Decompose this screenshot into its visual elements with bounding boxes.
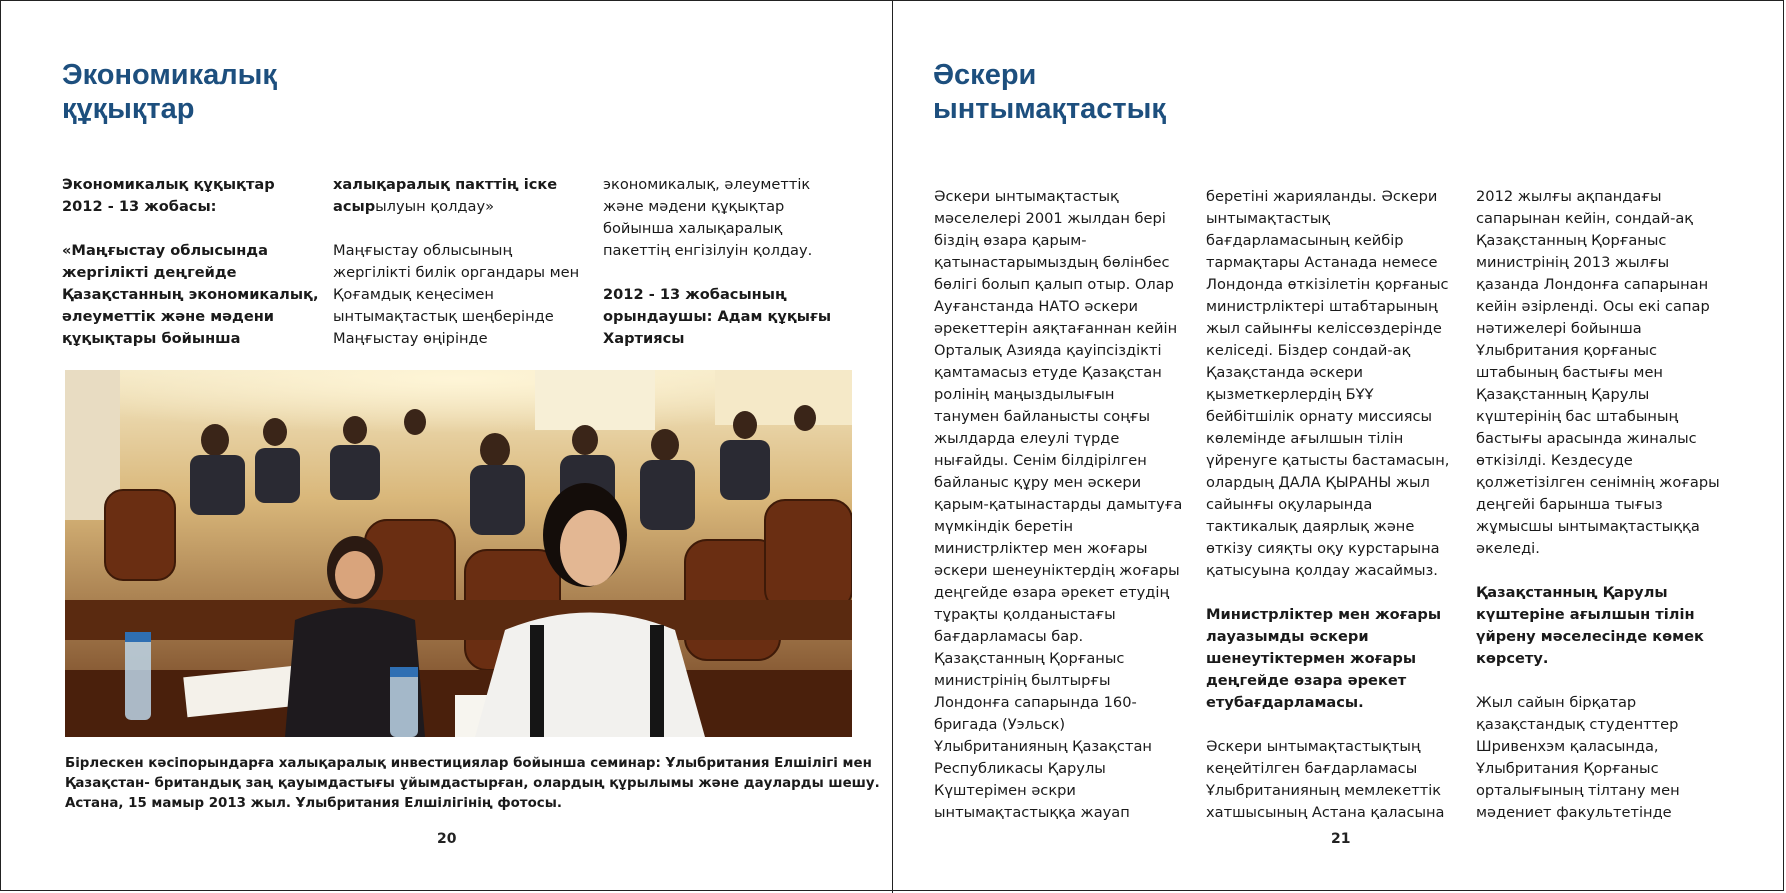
text-line: қызметкерлердің БҰҰ <box>1206 386 1374 403</box>
caption-line: Қазақстан- британдық заң қауымдастығы ұйымдастырған, олардың құрылымы және дауларды шешу. <box>65 776 880 791</box>
page-right <box>893 0 1785 893</box>
text-line: ынтымақтастыққа жауап <box>934 804 1130 821</box>
text-line: Ұлыбританияның мемлекеттік <box>1206 782 1442 799</box>
text-line: штабының бастығы мен <box>1476 364 1663 381</box>
text-line: сапарынан кейін, сондай-ақ <box>1476 210 1694 227</box>
text-line: бағдарламасының кейбір <box>1206 232 1404 249</box>
page-number: 20 <box>437 831 457 847</box>
text-line: Әскери ынтымақтастықтың <box>1206 738 1421 755</box>
paragraph <box>1476 692 1738 824</box>
text-line: қарым-қатынастарды дамытуға <box>934 496 1183 513</box>
text-line: министрінің былтырғы <box>934 672 1111 689</box>
text-line: әлеуметтік және мәдени <box>62 308 275 325</box>
text-column-2 <box>333 174 593 350</box>
text-line: Маңғыстау облысының <box>333 242 513 259</box>
text-line: Республикасы Қарулы <box>934 760 1106 777</box>
text-line: өткізілді. Кездесуде <box>1476 452 1633 469</box>
text-line: танумен байланысты соңғы <box>934 408 1150 425</box>
text-line: деңгейде өзара әрекет <box>1206 672 1407 689</box>
text-line: Экономикалық құқықтар <box>62 176 275 193</box>
text-line: лауазымды әскери <box>1206 628 1369 645</box>
text-line: тактикалық даярлық және <box>1206 518 1415 535</box>
text-line: және мәдени құқықтар <box>603 198 785 215</box>
text-line: Министрліктер мен жоғары <box>1206 606 1442 623</box>
paragraph <box>1476 582 1738 670</box>
page-title <box>933 58 1166 126</box>
text-line: Қазақстанның Қорғаныс <box>934 650 1125 667</box>
text-line: шенеутіктермен жоғары <box>1206 650 1417 667</box>
text-line: мәселелері 2001 жылдан бері <box>934 210 1166 227</box>
text-regular-part: ылуын қолдау» <box>375 198 495 215</box>
text-line: 2012 - 13 жобасының <box>603 286 787 303</box>
text-line: Ұлыбритания қорғаныс <box>1476 342 1658 359</box>
paragraph <box>1206 186 1468 582</box>
text-line: хатшысының Астана қаласына <box>1206 804 1445 821</box>
text-line: 2012 - 13 жобасы: <box>62 198 217 215</box>
title-line: ынтымақтастық <box>933 93 1166 125</box>
text-line: жыл сайынғы келіссөздерінде <box>1206 320 1442 337</box>
text-line: Қазақстанның экономикалық, <box>62 286 319 303</box>
text-line: кеңейтілген бағдарламасы <box>1206 760 1418 777</box>
text-line: бөлігі болып қалып отыр. Олар <box>934 276 1174 293</box>
text-line: деңгейі барынша тығыз <box>1476 496 1663 513</box>
text-line: бойынша халықаралық <box>603 220 783 237</box>
text-line: тармақтары Астанада немесе <box>1206 254 1438 271</box>
text-line: беретіні жарияланды. Әскери <box>1206 188 1438 205</box>
text-line: «Маңғыстау облысында <box>62 242 268 259</box>
text-line: етубағдарламасы. <box>1206 694 1364 711</box>
text-line: Маңғыстау өңірінде <box>333 330 488 347</box>
paragraph <box>333 174 593 218</box>
page-title <box>62 58 277 126</box>
text-line: пакеттің енгізілуін қолдау. <box>603 242 813 259</box>
text-line: Орталық Азияда қауіпсіздікті <box>934 342 1162 359</box>
text-column-1 <box>934 186 1196 824</box>
text-line: Жыл сайын бірқатар <box>1476 694 1637 711</box>
text-line: нығайды. Сенім білдірілген <box>934 452 1147 469</box>
text-line: министрліктер мен жоғары <box>934 540 1148 557</box>
text-column-1 <box>62 174 322 350</box>
text-line: мүмкіндік беретін <box>934 518 1073 535</box>
seminar-photo <box>65 370 852 737</box>
text-line: сайынғы оқуларында <box>1206 496 1373 513</box>
paragraph <box>1206 736 1468 824</box>
page-left <box>0 0 892 893</box>
text-line: күштеріне ағылшын тілін <box>1476 606 1695 623</box>
text-line: Қазақстанның Қарулы <box>1476 584 1668 601</box>
text-line: жылдарда елеулі түрде <box>934 430 1120 447</box>
text-line: олардың ДАЛА ҚЫРАНЫ жыл <box>1206 474 1430 491</box>
text-line: Қазақстанның Қорғаныс <box>1476 232 1667 249</box>
photo-caption <box>65 754 880 814</box>
text-line: мәдениет факультетінде <box>1476 804 1672 821</box>
text-line: қазақстандық студенттер <box>1476 716 1679 733</box>
paragraph <box>603 284 863 350</box>
text-line: қолжетізілген сенімнің жоғары <box>1476 474 1720 491</box>
text-line: қазанда Лондонға сапарынан <box>1476 276 1709 293</box>
paragraph <box>1476 186 1738 560</box>
text-line: министрліктері штабтарының <box>1206 298 1438 315</box>
text-line: көлемінде ағылшын тілін <box>1206 430 1404 447</box>
paragraph <box>934 186 1196 824</box>
text-line: кейін әзірленді. Осы екі сапар <box>1476 298 1710 315</box>
text-line: қатынастарымыздың бөлінбес <box>934 254 1170 271</box>
paragraph <box>603 174 863 262</box>
text-line: құқықтары бойынша <box>62 330 241 347</box>
text-line: халықаралық пакттің іске <box>333 176 558 193</box>
text-line: ролінің маңыздылығын <box>934 386 1115 403</box>
text-bold-part: асыр <box>333 198 376 215</box>
text-line: әскери шенеуніктердің жоғары <box>934 562 1180 579</box>
text-line: 2012 жылғы ақпандағы <box>1476 188 1662 205</box>
title-line: құқықтар <box>62 93 195 125</box>
text-line: нәтижелері бойынша <box>1476 320 1642 337</box>
text-line: байланыс құру мен әскери <box>934 474 1142 491</box>
text-line: көрсету. <box>1476 650 1549 667</box>
text-line: қамтамасыз етуде Қазақстан <box>934 364 1162 381</box>
paragraph <box>62 240 322 350</box>
paragraph <box>333 240 593 350</box>
page-number: 21 <box>1331 831 1351 847</box>
text-line: біздің өзара қарым- <box>934 232 1087 249</box>
text-line: жергілікті деңгейде <box>62 264 237 281</box>
text-line: министрінің 2013 жылғы <box>1476 254 1670 271</box>
paragraph <box>62 174 322 218</box>
text-line: қатысуына қолдау жасаймыз. <box>1206 562 1438 579</box>
text-line: орындаушы: Адам құқығы <box>603 308 832 325</box>
title-line: Әскери <box>933 59 1037 91</box>
paragraph <box>1206 604 1468 714</box>
text-line: экономикалық, әлеуметтік <box>603 176 811 193</box>
text-line: Лондонға сапарында 160- <box>934 694 1137 711</box>
caption-line: Астана, 15 мамыр 2013 жыл. Ұлыбритания Елшілігінің фотосы. <box>65 796 562 811</box>
text-line: тұрақты қолданыстағы <box>934 606 1116 623</box>
text-line: бастығы арасында жиналыс <box>1476 430 1697 447</box>
text-line: Ұлыбританияның Қазақстан <box>934 738 1152 755</box>
text-line: үйренуге қатысты бастамасын, <box>1206 452 1450 469</box>
text-line: Ұлыбритания Қорғаныс <box>1476 760 1659 777</box>
seminar-photo-image <box>65 370 852 737</box>
text-line: Қазақстанның Қарулы <box>1476 386 1650 403</box>
text-line: Хартиясы <box>603 330 685 347</box>
text-line: орталығының тілтану мен <box>1476 782 1680 799</box>
text-column-2 <box>1206 186 1468 824</box>
text-line: күштерінің бас штабының <box>1476 408 1679 425</box>
text-column-3 <box>603 174 863 350</box>
text-line: әрекеттерін аяқтағаннан кейін <box>934 320 1178 337</box>
text-line: деңгейде өзара әрекет етудің <box>934 584 1170 601</box>
text-line: Қоғамдық кеңесімен <box>333 286 494 303</box>
text-line: Лондонда өткізілетін қорғаныс <box>1206 276 1449 293</box>
text-line: әкеледі. <box>1476 540 1540 557</box>
caption-line: Бірлескен кәсіпорындарға халықаралық инвестициялар бойынша семинар: Ұлыбритания Елшілігі мен <box>65 756 872 771</box>
text-line: ынтымақтастық шеңберінде <box>333 308 554 325</box>
text-line: жергілікті билік органдары мен <box>333 264 580 281</box>
text-line <box>333 196 593 218</box>
text-line: Шривенхэм қаласында, <box>1476 738 1659 755</box>
text-line: ынтымақтастық <box>1206 210 1331 227</box>
text-line: Қазақстанда әскери <box>1206 364 1364 381</box>
text-line: Ауғанстанда НАТО әскери <box>934 298 1138 315</box>
text-line: Күштерімен әскри <box>934 782 1076 799</box>
text-line: өткізу сияқты оқу курстарына <box>1206 540 1440 557</box>
text-line: бағдарламасы бар. <box>934 628 1084 645</box>
text-line: үйрену мәселесінде көмек <box>1476 628 1704 645</box>
text-column-3 <box>1476 186 1738 824</box>
text-line: Әскери ынтымақтастық <box>934 188 1119 205</box>
text-line: жұмысшы ынтымақтастыққа <box>1476 518 1700 535</box>
text-line: бейбітшілік орнату миссиясы <box>1206 408 1433 425</box>
title-line: Экономикалық <box>62 59 277 91</box>
text-line: келіседі. Біздер сондай-ақ <box>1206 342 1411 359</box>
text-line: бригада (Уэльск) <box>934 716 1066 733</box>
